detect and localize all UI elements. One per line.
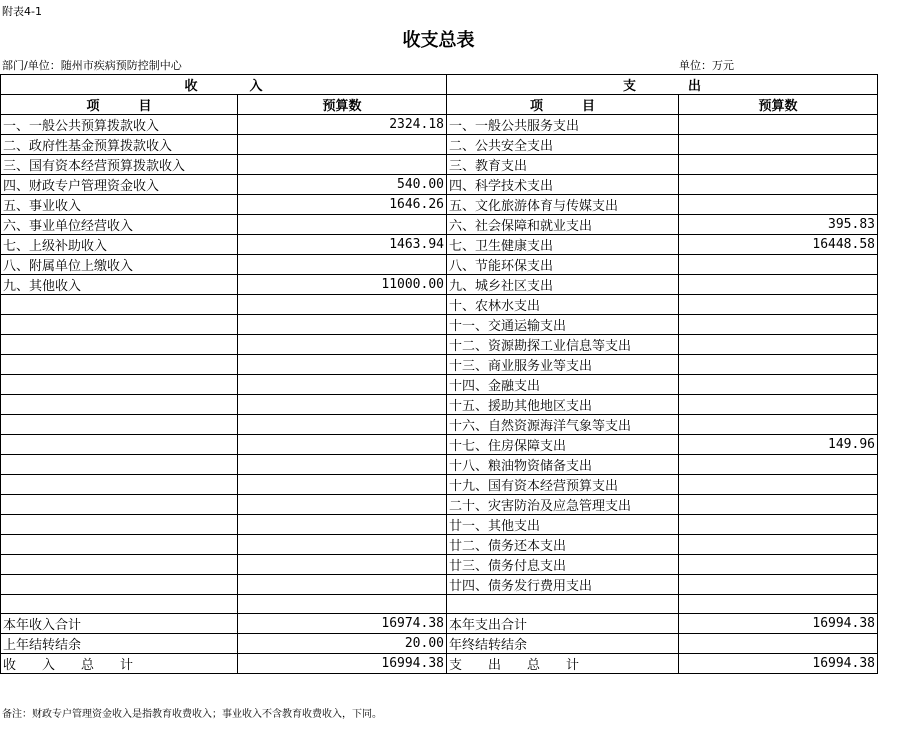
department-label: 部门/单位：随州市疾病预防控制中心 xyxy=(2,59,182,72)
expense-amount-cell xyxy=(679,515,878,535)
expense-item-cell: 十六、自然资源海洋气象等支出 xyxy=(447,415,679,435)
income-amount-cell xyxy=(238,415,447,435)
income-amount-cell: 16994.38 xyxy=(238,654,447,674)
expense-amount-cell: 16994.38 xyxy=(679,654,878,674)
table-row xyxy=(1,654,878,674)
table-row xyxy=(1,515,878,535)
expense-item-cell: 十一、交通运输支出 xyxy=(447,315,679,335)
income-amount-cell xyxy=(238,515,447,535)
expense-item-cell: 十五、援助其他地区支出 xyxy=(447,395,679,415)
income-item-cell: 上年结转结余 xyxy=(1,634,238,654)
income-budget-header: 预算数 xyxy=(238,95,447,115)
income-item-cell: 九、其他收入 xyxy=(1,275,238,295)
income-item-cell xyxy=(1,395,238,415)
expense-amount-cell xyxy=(679,415,878,435)
unit-label: 单位：万元 xyxy=(679,59,734,72)
income-amount-cell: 540.00 xyxy=(238,175,447,195)
expense-item-cell: 十九、国有资本经营预算支出 xyxy=(447,475,679,495)
expense-item-cell: 十二、资源勘探工业信息等支出 xyxy=(447,335,679,355)
expense-amount-cell xyxy=(679,495,878,515)
income-item-cell xyxy=(1,315,238,335)
income-item-cell xyxy=(1,335,238,355)
income-amount-cell xyxy=(238,575,447,595)
expense-amount-cell xyxy=(679,634,878,654)
income-amount-cell: 1463.94 xyxy=(238,235,447,255)
table-row xyxy=(1,555,878,575)
expense-item-cell: 二十、灾害防治及应急管理支出 xyxy=(447,495,679,515)
income-amount-cell xyxy=(238,595,447,614)
expense-item-cell: 本年支出合计 xyxy=(447,614,679,634)
income-item-cell xyxy=(1,295,238,315)
income-amount-cell xyxy=(238,355,447,375)
expense-item-cell: 廿二、债务还本支出 xyxy=(447,535,679,555)
expense-amount-cell: 16448.58 xyxy=(679,235,878,255)
expense-item-cell: 十三、商业服务业等支出 xyxy=(447,355,679,375)
income-item-cell: 二、政府性基金预算拨款收入 xyxy=(1,135,238,155)
table-row xyxy=(1,275,878,295)
income-item-cell xyxy=(1,415,238,435)
expense-amount-cell xyxy=(679,295,878,315)
expense-item-cell: 廿三、债务付息支出 xyxy=(447,555,679,575)
expense-amount-cell xyxy=(679,155,878,175)
table-row xyxy=(1,435,878,455)
header-row-sections xyxy=(1,75,878,95)
expense-item-cell: 七、卫生健康支出 xyxy=(447,235,679,255)
expense-item-cell: 六、社会保障和就业支出 xyxy=(447,215,679,235)
expense-amount-cell xyxy=(679,195,878,215)
income-amount-cell xyxy=(238,135,447,155)
expense-item-cell: 四、科学技术支出 xyxy=(447,175,679,195)
income-amount-cell xyxy=(238,455,447,475)
income-amount-cell: 11000.00 xyxy=(238,275,447,295)
expense-amount-cell xyxy=(679,475,878,495)
table-row xyxy=(1,295,878,315)
income-amount-cell xyxy=(238,375,447,395)
table-row xyxy=(1,255,878,275)
table-row xyxy=(1,535,878,555)
income-item-cell xyxy=(1,455,238,475)
income-amount-cell xyxy=(238,395,447,415)
expense-item-cell: 一、一般公共服务支出 xyxy=(447,115,679,135)
income-item-cell xyxy=(1,355,238,375)
income-item-cell xyxy=(1,435,238,455)
table-row xyxy=(1,595,878,614)
income-item-cell: 四、财政专户管理资金收入 xyxy=(1,175,238,195)
expense-amount-cell xyxy=(679,135,878,155)
income-item-cell xyxy=(1,595,238,614)
expense-item-cell: 十、农林水支出 xyxy=(447,295,679,315)
expense-item-cell: 十四、金融支出 xyxy=(447,375,679,395)
table-row xyxy=(1,495,878,515)
expense-item-cell: 三、教育支出 xyxy=(447,155,679,175)
table-row xyxy=(1,355,878,375)
income-item-cell xyxy=(1,475,238,495)
expense-amount-cell: 395.83 xyxy=(679,215,878,235)
expense-amount-cell xyxy=(679,535,878,555)
expense-amount-cell xyxy=(679,595,878,614)
income-amount-cell: 2324.18 xyxy=(238,115,447,135)
income-amount-cell: 20.00 xyxy=(238,634,447,654)
page-title: 收支总表 xyxy=(402,30,475,51)
income-item-cell: 收 入 总 计 xyxy=(1,654,238,674)
expense-amount-cell xyxy=(679,255,878,275)
income-amount-cell xyxy=(238,495,447,515)
expense-amount-cell xyxy=(679,115,878,135)
expense-item-cell: 十八、粮油物资储备支出 xyxy=(447,455,679,475)
table-row xyxy=(1,614,878,634)
income-amount-cell xyxy=(238,215,447,235)
expense-item-cell xyxy=(447,595,679,614)
header-row-columns xyxy=(1,95,878,115)
expense-amount-cell xyxy=(679,395,878,415)
income-amount-cell: 1646.26 xyxy=(238,195,447,215)
income-amount-cell xyxy=(238,315,447,335)
income-item-cell xyxy=(1,575,238,595)
income-amount-cell xyxy=(238,255,447,275)
expense-item-cell: 九、城乡社区支出 xyxy=(447,275,679,295)
expense-amount-cell xyxy=(679,375,878,395)
table-row xyxy=(1,335,878,355)
income-item-cell: 七、上级补助收入 xyxy=(1,235,238,255)
income-amount-cell xyxy=(238,555,447,575)
expense-item-cell: 二、公共安全支出 xyxy=(447,135,679,155)
income-item-header: 项 目 xyxy=(1,95,238,115)
income-item-cell: 五、事业收入 xyxy=(1,195,238,215)
income-item-cell: 六、事业单位经营收入 xyxy=(1,215,238,235)
table-row xyxy=(1,455,878,475)
expense-item-cell: 八、节能环保支出 xyxy=(447,255,679,275)
income-amount-cell xyxy=(238,435,447,455)
budget-table xyxy=(0,74,878,674)
table-row xyxy=(1,415,878,435)
income-item-cell xyxy=(1,375,238,395)
expense-amount-cell xyxy=(679,275,878,295)
table-row xyxy=(1,115,878,135)
footnote: 备注：财政专户管理资金收入是指教育收费收入；事业收入不含教育收费收入，下同。 xyxy=(2,709,382,720)
expense-amount-cell xyxy=(679,335,878,355)
table-row xyxy=(1,575,878,595)
expense-amount-cell: 149.96 xyxy=(679,435,878,455)
table-row xyxy=(1,634,878,654)
table-row xyxy=(1,135,878,155)
income-amount-cell xyxy=(238,475,447,495)
expense-amount-cell xyxy=(679,315,878,335)
budget-table-body xyxy=(1,75,878,674)
expense-item-cell: 廿四、债务发行费用支出 xyxy=(447,575,679,595)
expense-amount-cell xyxy=(679,175,878,195)
income-item-cell: 一、一般公共预算拨款收入 xyxy=(1,115,238,135)
expense-item-cell: 廿一、其他支出 xyxy=(447,515,679,535)
income-amount-cell xyxy=(238,155,447,175)
table-row xyxy=(1,475,878,495)
expense-header: 支 出 xyxy=(447,75,878,95)
expense-amount-cell xyxy=(679,575,878,595)
income-item-cell xyxy=(1,535,238,555)
table-row xyxy=(1,375,878,395)
table-row xyxy=(1,315,878,335)
expense-item-cell: 十七、住房保障支出 xyxy=(447,435,679,455)
table-row xyxy=(1,215,878,235)
expense-item-cell: 年终结转结余 xyxy=(447,634,679,654)
table-row xyxy=(1,195,878,215)
income-item-cell: 八、附属单位上缴收入 xyxy=(1,255,238,275)
income-amount-cell xyxy=(238,335,447,355)
income-header: 收 入 xyxy=(1,75,447,95)
expense-budget-header: 预算数 xyxy=(679,95,878,115)
expense-amount-cell xyxy=(679,355,878,375)
income-item-cell: 本年收入合计 xyxy=(1,614,238,634)
table-row xyxy=(1,235,878,255)
income-amount-cell xyxy=(238,295,447,315)
table-row xyxy=(1,155,878,175)
income-item-cell xyxy=(1,555,238,575)
expense-item-cell: 支 出 总 计 xyxy=(447,654,679,674)
expense-amount-cell xyxy=(679,555,878,575)
expense-item-header: 项 目 xyxy=(447,95,679,115)
expense-amount-cell xyxy=(679,455,878,475)
income-item-cell: 三、国有资本经营预算拨款收入 xyxy=(1,155,238,175)
expense-amount-cell: 16994.38 xyxy=(679,614,878,634)
table-row xyxy=(1,395,878,415)
income-item-cell xyxy=(1,495,238,515)
attachment-label: 附表4-1 xyxy=(2,5,42,18)
income-amount-cell xyxy=(238,535,447,555)
table-row xyxy=(1,175,878,195)
income-item-cell xyxy=(1,515,238,535)
expense-item-cell: 五、文化旅游体育与传媒支出 xyxy=(447,195,679,215)
income-amount-cell: 16974.38 xyxy=(238,614,447,634)
